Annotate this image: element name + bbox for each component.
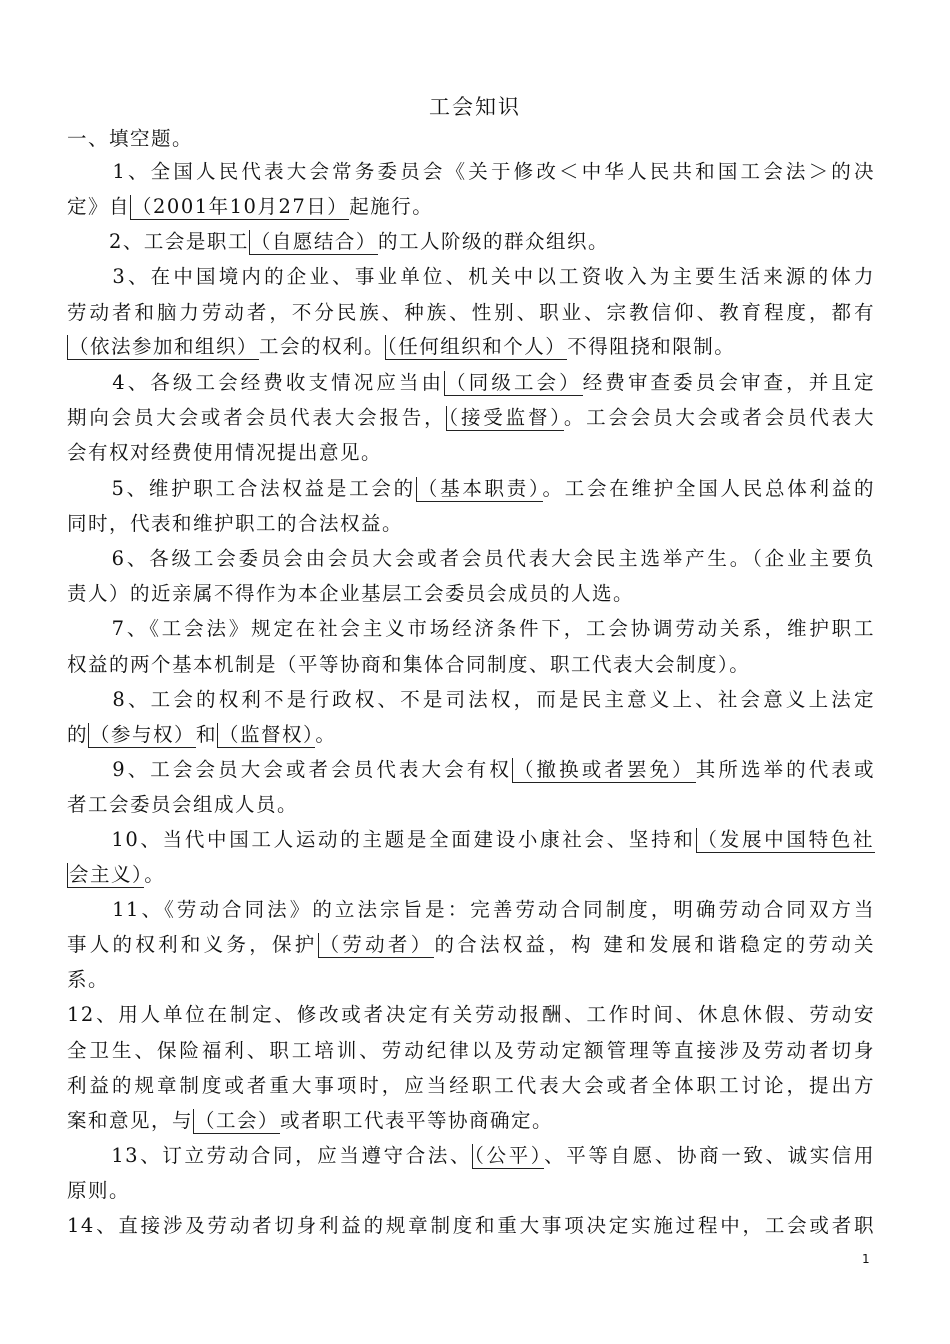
line-text: 5、维护职工合法权益是工会的 bbox=[67, 477, 416, 500]
answer-blank: （同级工会） bbox=[446, 371, 582, 394]
line-text: 劳动者和脑力劳动者，不分民族、种族、性别、职业、宗教信仰、教育程度，都有 bbox=[67, 301, 875, 324]
page-number: 1 bbox=[862, 1252, 870, 1266]
answer-blank: （任何组织和个人） bbox=[387, 335, 567, 358]
section-heading: 一、填空题。 bbox=[67, 127, 194, 150]
text-line bbox=[67, 790, 875, 820]
line-text: 7、《工会法》规定在社会主义市场经济条件下，工会协调劳动关系，维护职工 bbox=[67, 617, 875, 640]
line-text: 和 bbox=[196, 723, 218, 746]
line-text: 其所选举的代表或 bbox=[695, 758, 875, 781]
line-text: 8、工会的权利不是行政权、不是司法权，而是民主意义上、社会意义上法定 bbox=[67, 688, 875, 711]
line-text: 10、当代中国工人运动的主题是全面建设小康社会、坚持和 bbox=[67, 828, 696, 851]
line-text: 或者职工代表平等协商确定。 bbox=[280, 1109, 554, 1132]
text-line bbox=[67, 192, 875, 222]
line-text: 14、直接涉及劳动者切身利益的规章制度和重大事项决定实施过程中，工会或者职 bbox=[67, 1214, 875, 1237]
text-line bbox=[67, 1211, 875, 1241]
text-line bbox=[67, 650, 875, 680]
answer-blank: （参与权） bbox=[90, 723, 196, 746]
line-text: 。工会在维护全国人民总体利益的 bbox=[542, 477, 875, 500]
line-text: 起施行。 bbox=[349, 195, 434, 218]
line-text: 的 bbox=[67, 723, 89, 746]
text-line bbox=[67, 262, 875, 292]
text-line bbox=[67, 298, 875, 328]
text-line bbox=[67, 930, 875, 960]
answer-blank: （接受监督） bbox=[448, 406, 563, 429]
text-line bbox=[67, 825, 875, 855]
text-line bbox=[67, 438, 875, 468]
text-line bbox=[67, 403, 875, 433]
text-line bbox=[67, 332, 875, 362]
text-line bbox=[67, 227, 875, 257]
line-text: 。 bbox=[144, 863, 166, 886]
line-text: 12、用人单位在制定、修改或者决定有关劳动报酬、工作时间、休息休假、劳动安 bbox=[67, 1003, 875, 1026]
text-line bbox=[67, 685, 875, 715]
line-text: 。 bbox=[315, 723, 337, 746]
line-text: 期向会员大会或者会员代表大会报告， bbox=[67, 406, 447, 429]
text-line bbox=[67, 544, 875, 574]
text-line bbox=[67, 755, 875, 785]
text-line bbox=[67, 720, 875, 750]
answer-blank: （劳动者） bbox=[319, 933, 434, 956]
text-line bbox=[67, 1036, 875, 1066]
line-text: 6、各级工会委员会由会员大会或者会员代表大会民主选举产生。（企业主要负 bbox=[67, 547, 875, 570]
line-text: 2、工会是职工 bbox=[67, 230, 249, 253]
text-line bbox=[67, 157, 875, 187]
line-text: 、平等自愿、协商一致、诚实信用 bbox=[544, 1144, 875, 1167]
answer-blank: （公平） bbox=[474, 1144, 544, 1167]
line-text: 案和意见，与 bbox=[67, 1109, 194, 1132]
answer-blank: （工会） bbox=[195, 1109, 280, 1132]
line-text: 系。 bbox=[67, 968, 110, 991]
text-line bbox=[67, 1071, 875, 1101]
text-line bbox=[67, 1106, 875, 1136]
answer-blank: （撤换或者罢免） bbox=[513, 758, 695, 781]
line-text: 不得阻挠和限制。 bbox=[567, 335, 736, 358]
line-text: 4、各级工会经费收支情况应当由 bbox=[67, 371, 445, 394]
text-line bbox=[67, 1000, 875, 1030]
answer-blank: 会主义） bbox=[69, 863, 144, 886]
line-text: 11、《劳动合同法》的立法宗旨是：完善劳动合同制度，明确劳动合同双方当 bbox=[67, 898, 875, 921]
text-line bbox=[67, 368, 875, 398]
answer-blank: （自愿结合） bbox=[250, 230, 377, 253]
line-text: 同时，代表和维护职工的合法权益。 bbox=[67, 512, 404, 535]
line-text: 。工会会员大会或者会员代表大 bbox=[563, 406, 875, 429]
line-text: 事人的权利和义务，保护 bbox=[67, 933, 318, 956]
text-line bbox=[67, 579, 875, 609]
line-text: 1、全国人民代表大会常务委员会《关于修改＜中华人民共和国工会法＞的决 bbox=[67, 160, 875, 183]
text-line bbox=[67, 895, 875, 925]
line-text: 13、订立劳动合同，应当遵守合法、 bbox=[67, 1144, 473, 1167]
line-text: 原则。 bbox=[67, 1179, 131, 1202]
text-line bbox=[67, 509, 875, 539]
answer-blank: （监督权） bbox=[219, 723, 315, 746]
page-title: 工会知识 bbox=[429, 95, 521, 119]
answer-blank: （2001年10月27日） bbox=[132, 195, 349, 218]
line-text: 经费审查委员会审查，并且定 bbox=[582, 371, 875, 394]
text-line bbox=[67, 614, 875, 644]
line-text: 者工会委员会组成人员。 bbox=[67, 793, 299, 816]
line-text: 9、工会会员大会或者会员代表大会有权 bbox=[67, 758, 512, 781]
text-line bbox=[67, 1176, 875, 1206]
text-line bbox=[67, 965, 875, 995]
line-text: 的工人阶级的群众组织。 bbox=[377, 230, 609, 253]
line-text: 会有权对经费使用情况提出意见。 bbox=[67, 441, 383, 464]
text-line bbox=[67, 1141, 875, 1171]
line-text: 全卫生、保险福利、职工培训、劳动纪律以及劳动定额管理等直接涉及劳动者切身 bbox=[67, 1039, 875, 1062]
line-text: 责人）的近亲属不得作为本企业基层工会委员会成员的人选。 bbox=[67, 582, 635, 605]
line-text: 的合法权益，构 建和发展和谐稳定的劳动关 bbox=[434, 933, 875, 956]
answer-blank: （依法参加和组织） bbox=[69, 335, 259, 358]
text-line bbox=[67, 474, 875, 504]
answer-blank: （发展中国特色社 bbox=[697, 828, 874, 851]
answer-blank: （基本职责） bbox=[417, 477, 542, 500]
line-text: 定》自 bbox=[67, 195, 131, 218]
line-text: 工会的权利。 bbox=[259, 335, 386, 358]
line-text: 权益的两个基本机制是（平等协商和集体合同制度、职工代表大会制度）。 bbox=[67, 653, 751, 676]
line-text: 3、在中国境内的企业、事业单位、机关中以工资收入为主要生活来源的体力 bbox=[67, 265, 875, 288]
line-text: 利益的规章制度或者重大事项时，应当经职工代表大会或者全体职工讨论，提出方 bbox=[67, 1074, 875, 1097]
text-line bbox=[67, 860, 875, 890]
